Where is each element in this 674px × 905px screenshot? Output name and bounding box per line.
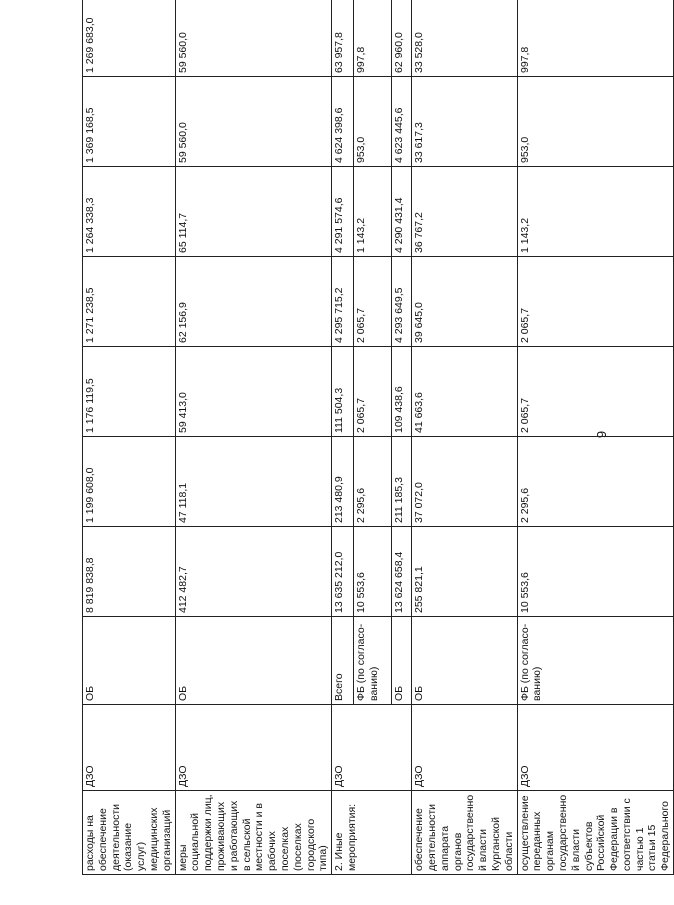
table-body <box>83 0 674 875</box>
amount-cell: 65 114,7 <box>175 167 332 257</box>
amount-cell: 47 118,1 <box>175 437 332 527</box>
page-number: 9 <box>594 430 610 439</box>
amount-cell: 62 156,9 <box>175 257 332 347</box>
amount-cell: 1 199 608,0 <box>83 437 176 527</box>
amount-cell: 111 504,3 <box>332 347 354 437</box>
amount-cell: 2 065,7 <box>517 257 674 347</box>
funding-source-cell: ОБ <box>392 617 412 705</box>
measure-name-cell: осуществление переданных органам государственной власти субъектов Российской Федерации в соответствии с частью 1 статьи 15 Федерального <box>517 791 674 875</box>
amount-cell: 1 369 168,5 <box>83 77 176 167</box>
amount-cell: 4 623 445,6 <box>392 77 412 167</box>
amount-cell: 10 553,6 <box>517 527 674 617</box>
amount-cell: 36 767,2 <box>412 167 517 257</box>
amount-cell: 953,0 <box>354 77 392 167</box>
measure-name-cell: 2. Иные мероприятия: <box>332 791 412 875</box>
executor-cell: ДЗО <box>83 705 176 791</box>
funding-source-cell: ФБ (по согласо-ванию) <box>517 617 674 705</box>
amount-cell: 4 291 574,6 <box>332 167 354 257</box>
amount-cell: 59 560,0 <box>175 0 332 77</box>
amount-cell: 4 293 649,5 <box>392 257 412 347</box>
amount-cell: 59 560,0 <box>175 77 332 167</box>
amount-cell: 13 624 658,4 <box>392 527 412 617</box>
amount-cell: 4 295 715,2 <box>332 257 354 347</box>
funding-source-cell: ОБ <box>175 617 332 705</box>
amount-cell: 59 413,0 <box>175 347 332 437</box>
amount-cell: 1 143,2 <box>517 167 674 257</box>
measure-name-cell: обеспечение деятельности аппарата органов государственной власти Курганской области <box>412 791 517 875</box>
amount-cell: 255 821,1 <box>412 527 517 617</box>
amount-cell: 62 960,0 <box>392 0 412 77</box>
amount-cell: 997,8 <box>517 0 674 77</box>
amount-cell: 412 482,7 <box>175 527 332 617</box>
amount-cell: 1 264 338,3 <box>83 167 176 257</box>
amount-cell: 2 065,7 <box>354 257 392 347</box>
table-row <box>412 0 517 875</box>
amount-cell: 37 072,0 <box>412 437 517 527</box>
rotated-table-container <box>82 0 672 875</box>
budget-table <box>82 0 674 875</box>
table-row <box>332 0 354 875</box>
amount-cell: 997,8 <box>354 0 392 77</box>
executor-cell: ДЗО <box>175 705 332 791</box>
amount-cell: 4 290 431,4 <box>392 167 412 257</box>
amount-cell: 1 271 238,5 <box>83 257 176 347</box>
amount-cell: 1 176 119,5 <box>83 347 176 437</box>
amount-cell: 211 185,3 <box>392 437 412 527</box>
amount-cell: 953,0 <box>517 77 674 167</box>
amount-cell: 2 065,7 <box>517 347 674 437</box>
amount-cell: 13 635 212,0 <box>332 527 354 617</box>
amount-cell: 39 645,0 <box>412 257 517 347</box>
amount-cell: 2 295,6 <box>517 437 674 527</box>
amount-cell: 33 617,3 <box>412 77 517 167</box>
amount-cell: 4 624 398,6 <box>332 77 354 167</box>
amount-cell: 2 065,7 <box>354 347 392 437</box>
amount-cell: 63 957,8 <box>332 0 354 77</box>
table-row <box>517 0 674 875</box>
funding-source-cell: Всего <box>332 617 354 705</box>
amount-cell: 109 438,6 <box>392 347 412 437</box>
amount-cell: 213 480,9 <box>332 437 354 527</box>
amount-cell: 2 295,6 <box>354 437 392 527</box>
amount-cell: 1 143,2 <box>354 167 392 257</box>
amount-cell: 33 528,0 <box>412 0 517 77</box>
funding-source-cell: ОБ <box>83 617 176 705</box>
measure-name-cell: расходы на обеспечение деятельности (оказание услуг) медицинских организаций <box>83 791 176 875</box>
table-row <box>175 0 332 875</box>
funding-source-cell: ОБ <box>412 617 517 705</box>
amount-cell: 8 819 838,8 <box>83 527 176 617</box>
executor-cell: ДЗО <box>412 705 517 791</box>
funding-source-cell: ФБ (по согласо-ванию) <box>354 617 392 705</box>
executor-cell: ДЗО <box>517 705 674 791</box>
amount-cell: 41 663,6 <box>412 347 517 437</box>
measure-name-cell: меры социальной поддержки лиц, проживающих и работающих в сельской местности и в рабочих поселках (поселках городского типа) <box>175 791 332 875</box>
table-row <box>83 0 176 875</box>
executor-cell: ДЗО <box>332 705 412 791</box>
amount-cell: 10 553,6 <box>354 527 392 617</box>
amount-cell: 1 269 683,0 <box>83 0 176 77</box>
